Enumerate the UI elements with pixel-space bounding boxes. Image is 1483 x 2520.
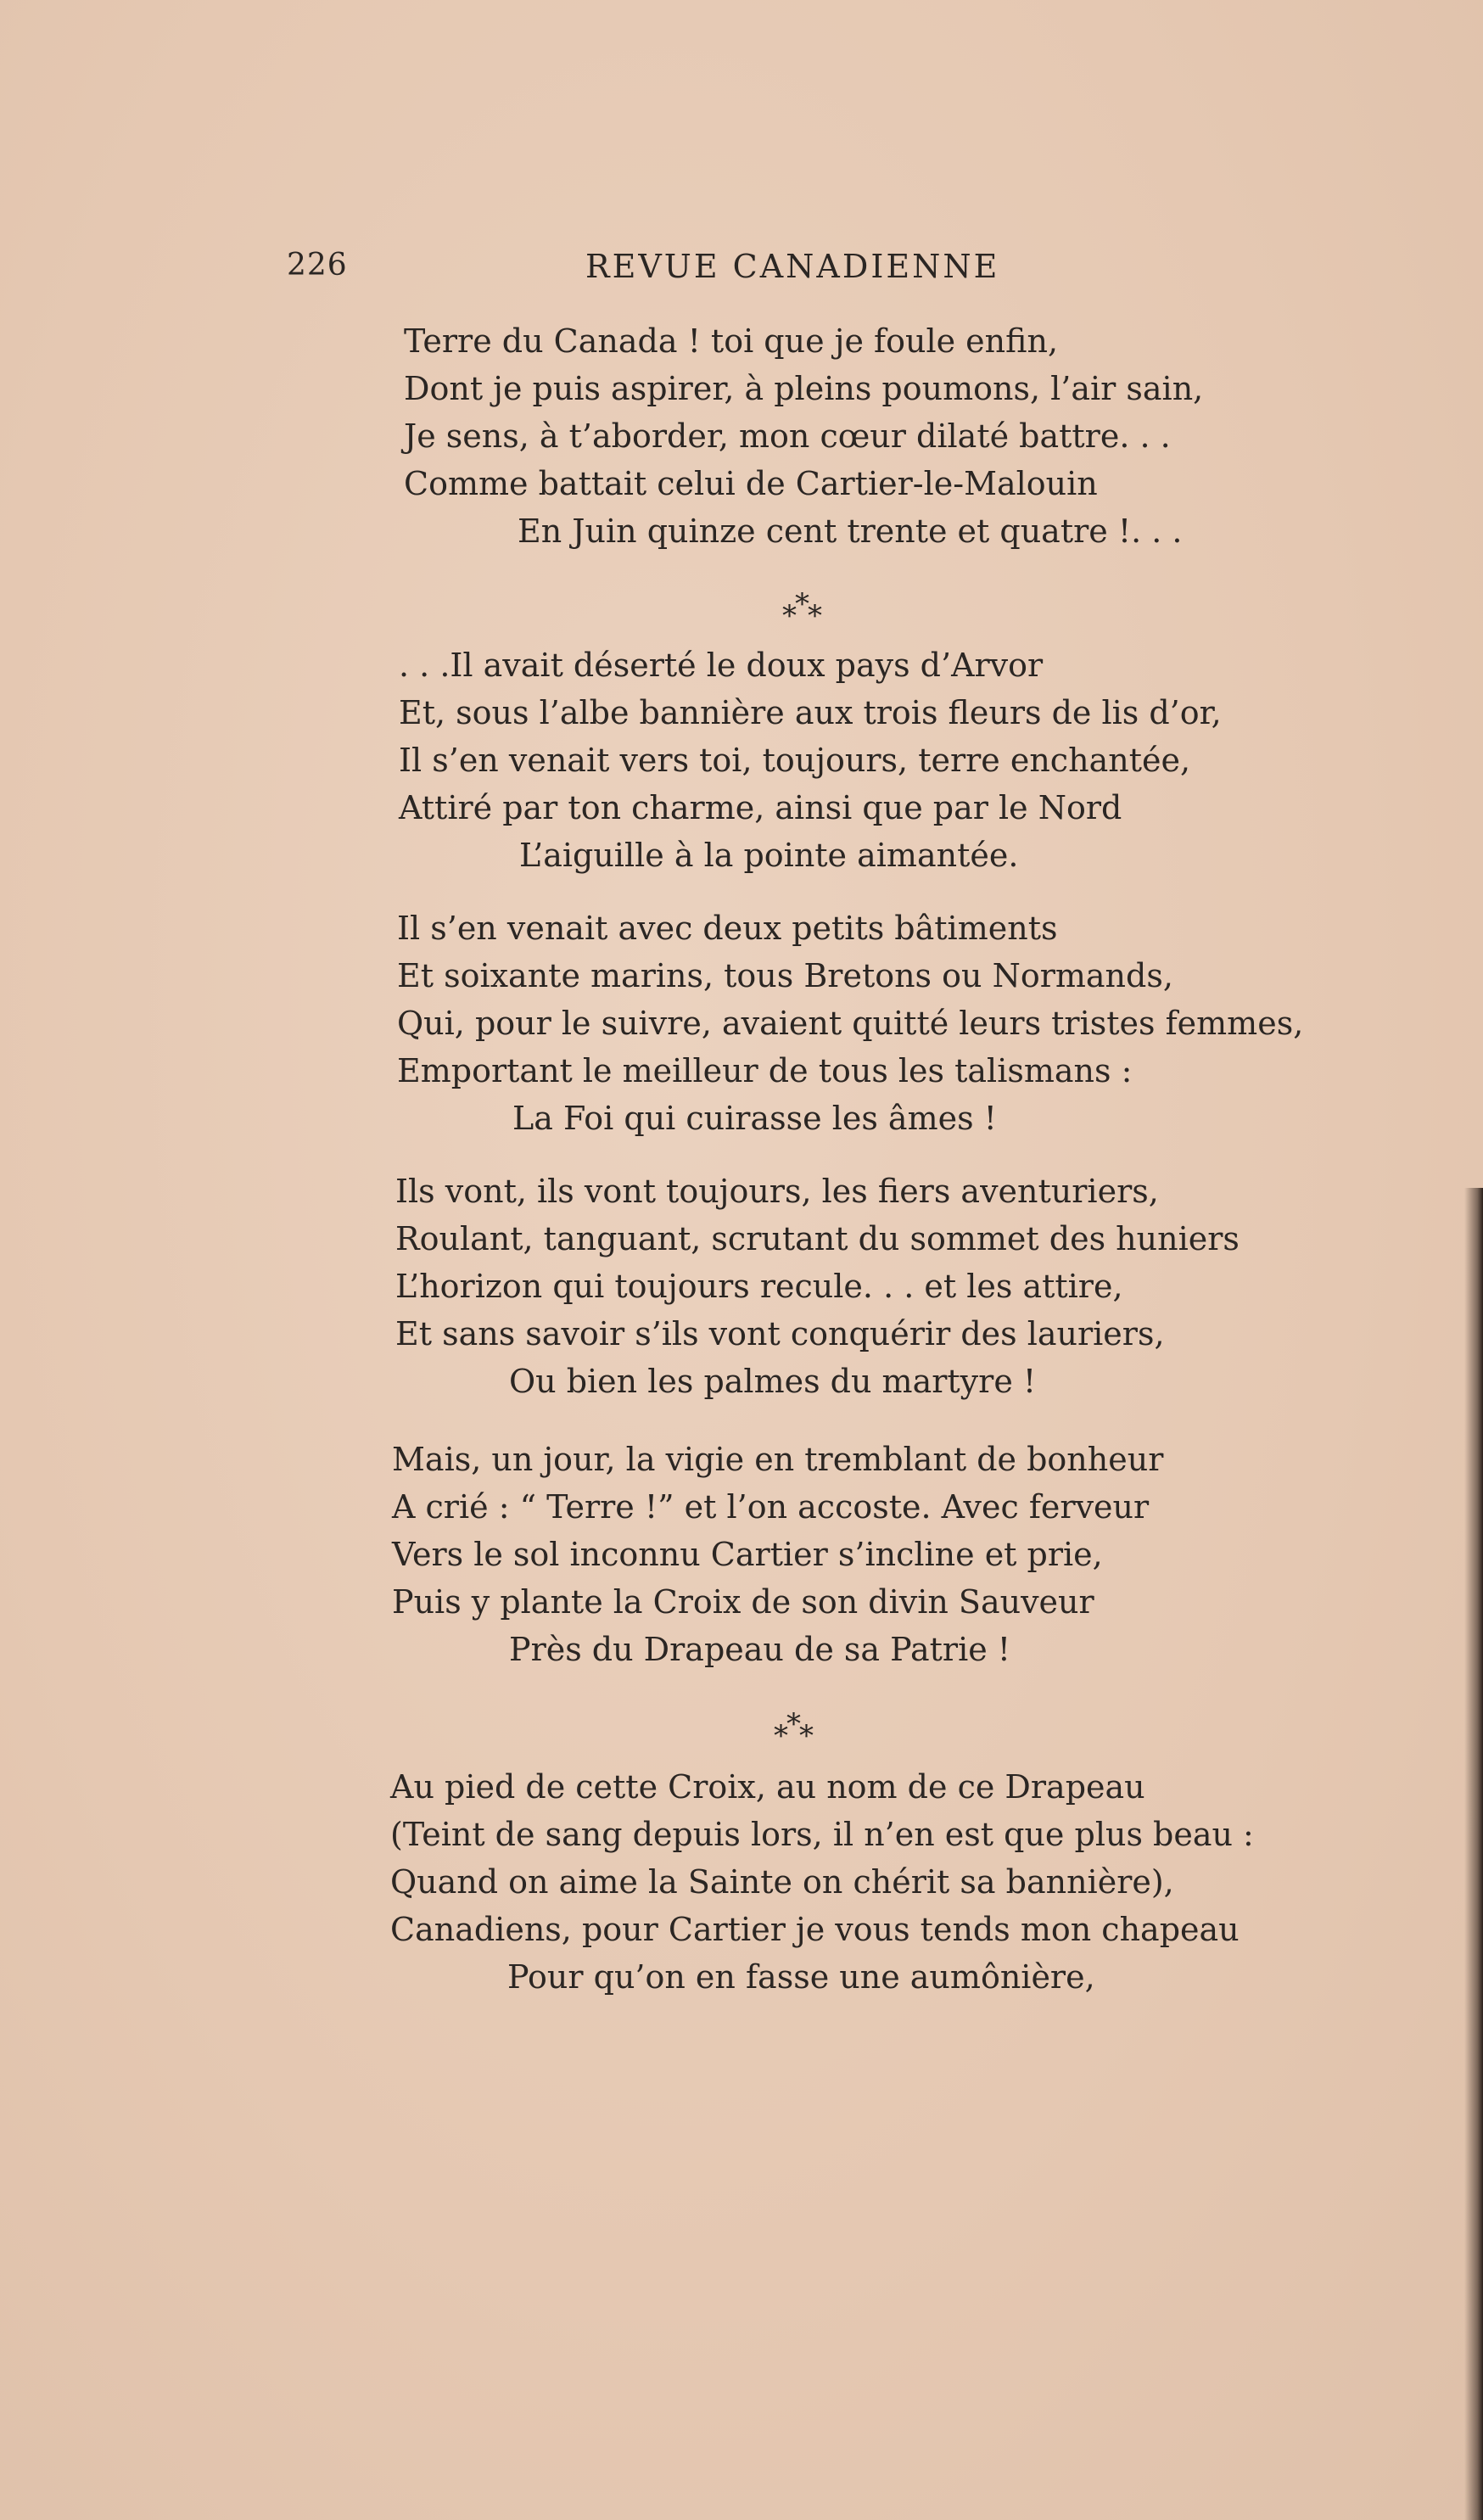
verse-line: Comme battait celui de Cartier-le-Malouin [404,465,1098,502]
verse-line: Quand on aime la Sainte on chérit sa bannière), [390,1863,1174,1901]
verse-line: Et soixante marins, tous Bretons ou Normands, [397,957,1173,994]
verse-line: Ou bien les palmes du martyre ! [509,1363,1037,1400]
verse-line: Il s’en venait vers toi, toujours, terre enchantée, [399,742,1191,779]
asterism-divider: *** [782,587,820,633]
verse-line: (Teint de sang depuis lors, il n’en est que plus beau : [390,1816,1254,1853]
verse-line: En Juin quinze cent trente et quatre !. . . [518,512,1183,550]
verse-line: Au pied de cette Croix, au nom de ce Drapeau [390,1768,1145,1806]
verse-line: Il s’en venait avec deux petits bâtiments [397,910,1058,947]
verse-line: A crié : “ Terre !” et l’on accoste. Avec ferveur [392,1488,1150,1526]
running-title: REVUE CANADIENNE [585,248,1000,285]
verse-line: Emportant le meilleur de tous les talismans : [397,1052,1133,1089]
asterism-divider: *** [774,1707,812,1753]
verse-line: Ils vont, ils vont toujours, les fiers aventuriers, [395,1173,1159,1210]
verse-line: Roulant, tanguant, scrutant du sommet des huniers [395,1220,1240,1257]
verse-line: . . .Il avait déserté le doux pays d’Arvor [399,647,1044,684]
verse-line: Près du Drapeau de sa Patrie ! [509,1631,1011,1668]
verse-line: Puis y plante la Croix de son divin Sauveur [392,1583,1094,1621]
verse-line: Vers le sol inconnu Cartier s’incline et prie, [392,1536,1103,1573]
verse-line: Je sens, à t’aborder, mon cœur dilaté battre. . . [404,417,1171,455]
verse-line: Mais, un jour, la vigie en tremblant de bonheur [392,1441,1164,1478]
verse-line: Et, sous l’albe bannière aux trois fleurs de lis d’or, [399,694,1222,731]
verse-line: Terre du Canada ! toi que je foule enfin, [404,322,1059,360]
verse-line: Canadiens, pour Cartier je vous tends mon chapeau [390,1911,1240,1948]
verse-line: La Foi qui cuirasse les âmes ! [512,1100,997,1137]
verse-line: Qui, pour le suivre, avaient quitté leurs tristes femmes, [397,1005,1304,1042]
verse-line: Attiré par ton charme, ainsi que par le Nord [399,789,1122,826]
verse-line: Pour qu’on en fasse une aumônière, [507,1958,1095,1996]
page-header [0,248,1483,299]
verse-line: L’aiguille à la pointe aimantée. [519,837,1019,874]
page-number: 226 [287,248,348,283]
page-edge-shadow [1464,1188,1483,2520]
verse-line: L’horizon qui toujours recule. . . et les attire, [395,1268,1123,1305]
verse-line: Dont je puis aspirer, à pleins poumons, l’air sain, [404,370,1204,407]
verse-line: Et sans savoir s’ils vont conquérir des lauriers, [395,1315,1165,1352]
